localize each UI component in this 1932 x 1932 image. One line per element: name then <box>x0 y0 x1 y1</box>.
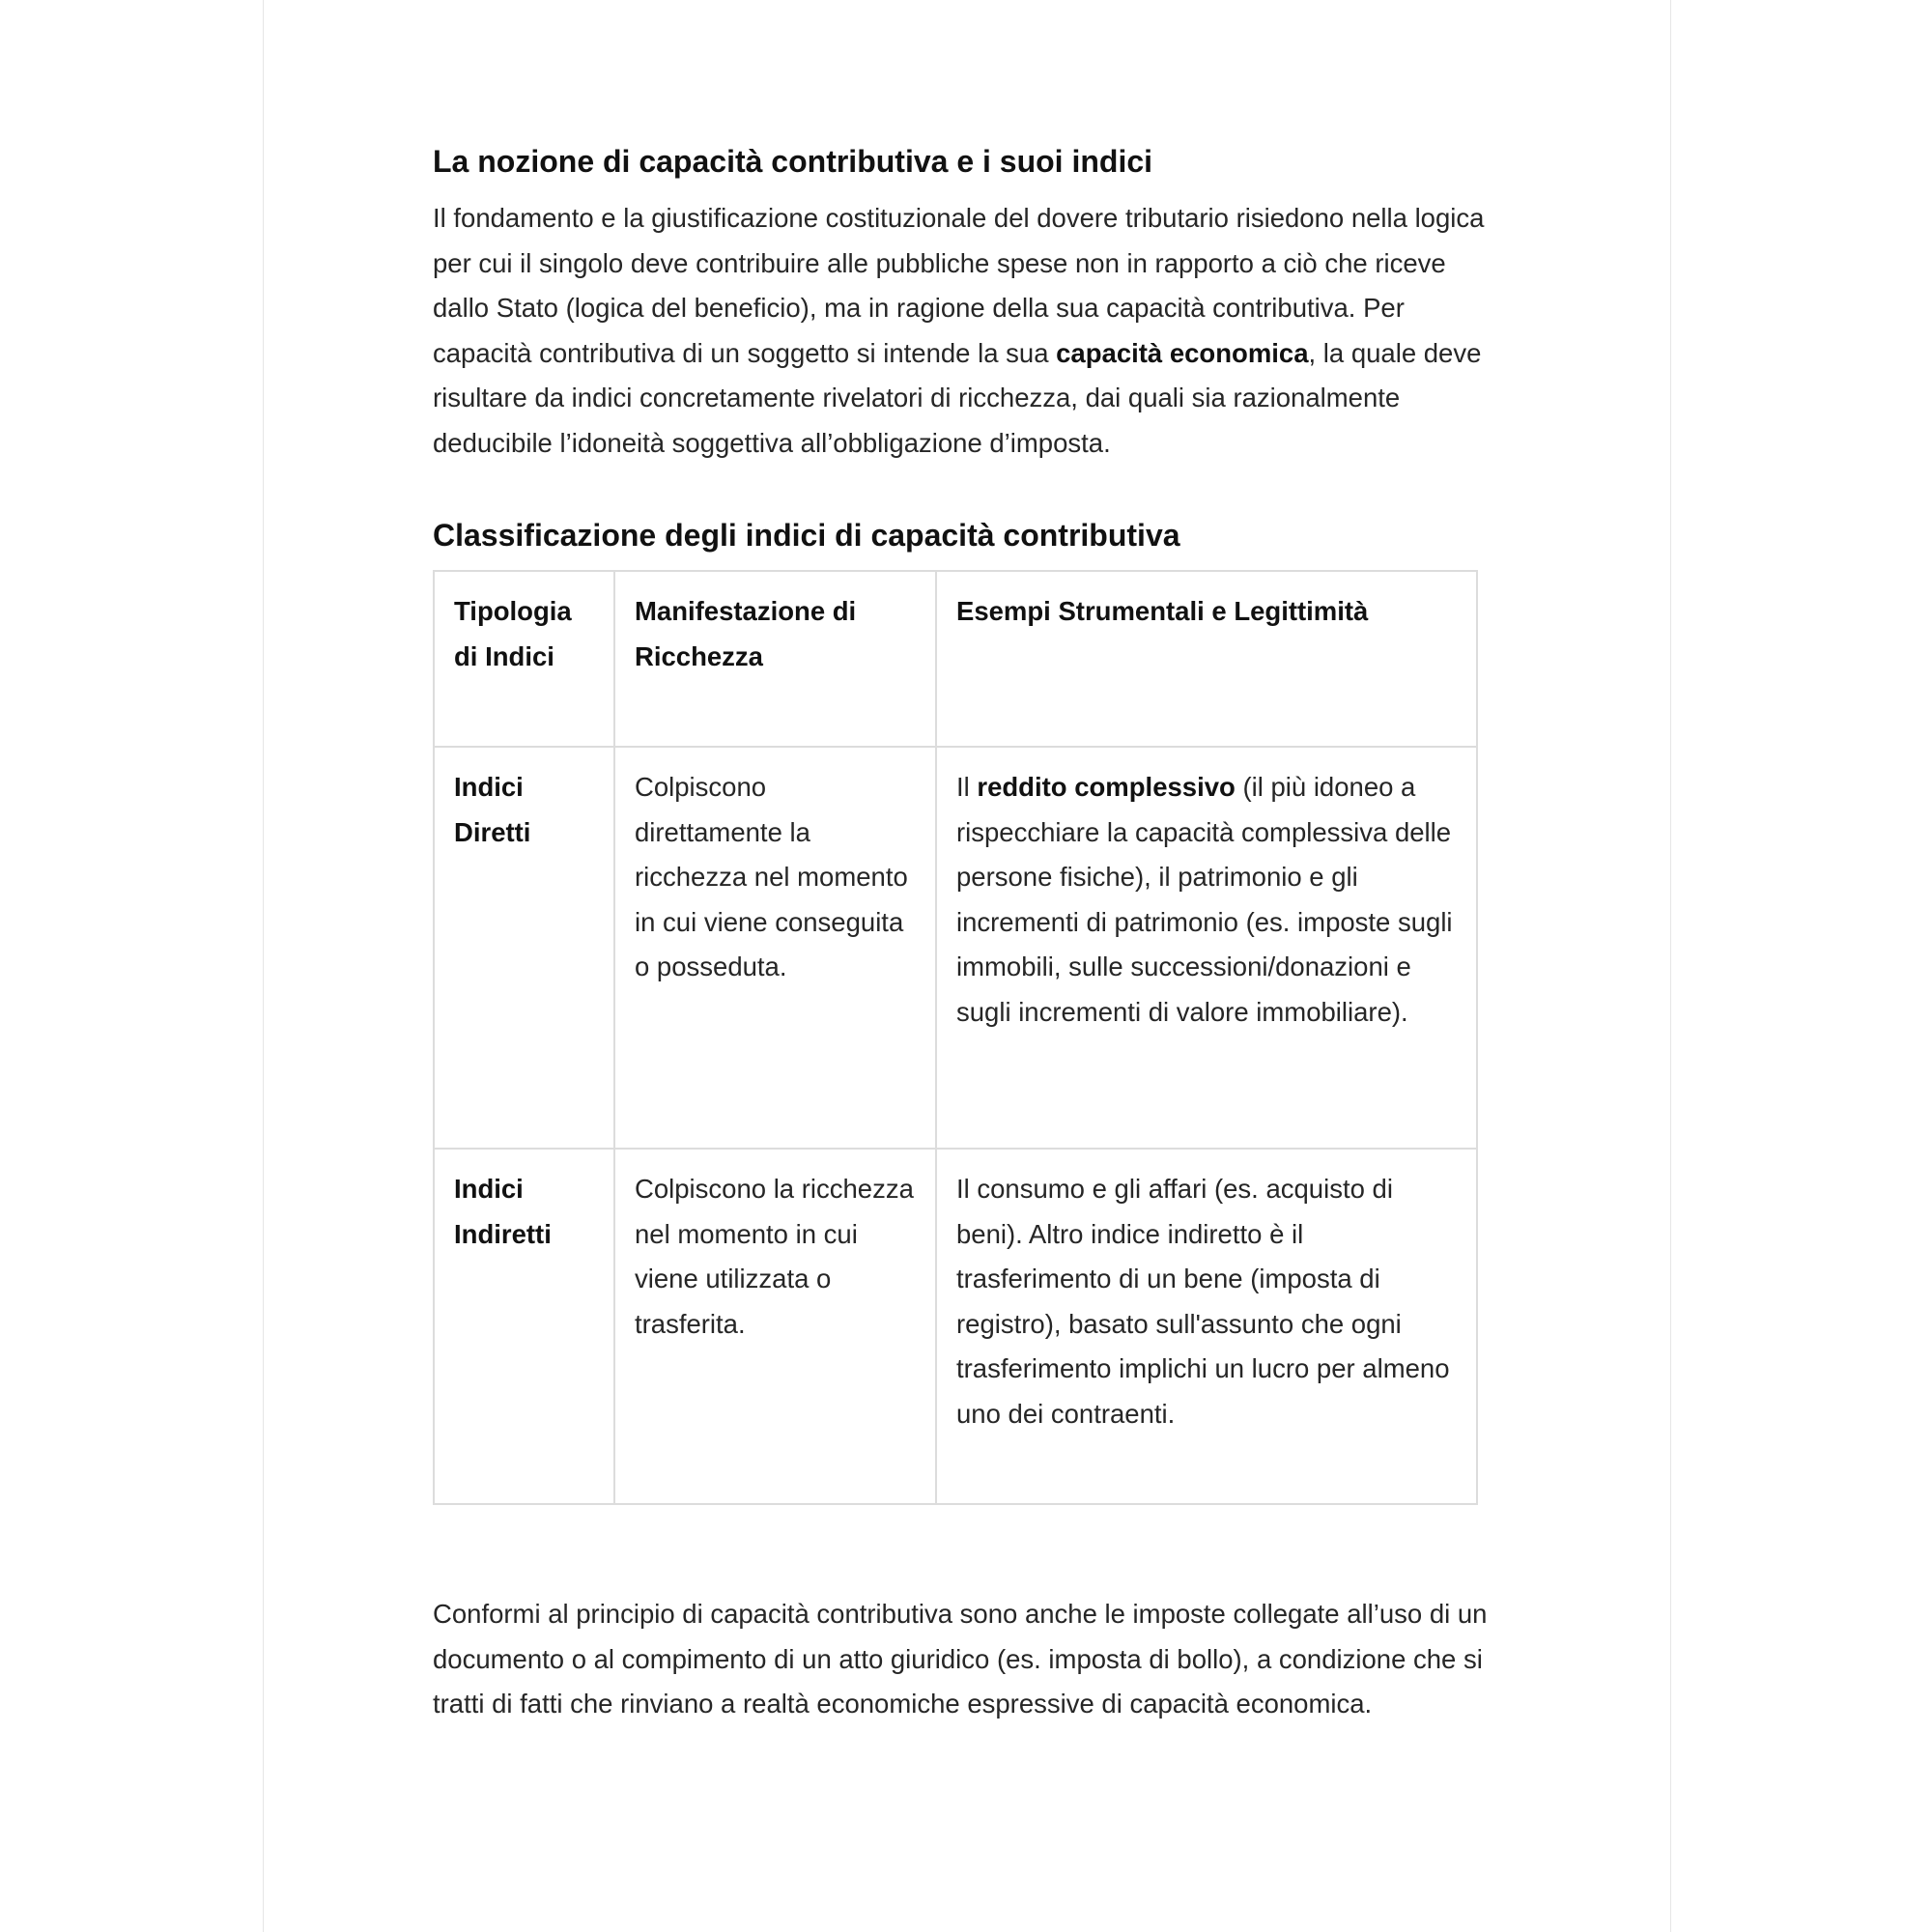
table-header-row <box>434 571 1477 747</box>
header-cell-examples: Esempi Strumentali e Legittimità <box>936 571 1477 747</box>
cell-examples <box>936 747 1477 1149</box>
intro-paragraph <box>433 196 1495 466</box>
table-row <box>434 747 1477 1149</box>
examples-text-start: Il <box>956 772 978 802</box>
document-content <box>433 140 1495 1727</box>
cell-manifestation: Colpiscono direttamente la ricchezza nel momento in cui viene conseguita o posseduta. <box>614 747 936 1149</box>
table-heading: Classificazione degli indici di capacità contributiva <box>433 518 1180 553</box>
intro-text-end: , la quale deve risultare da indici concretamente rivelatori di ricchezza, dai quali sia razionalmente deducibile l’idoneità soggettiva all’obbligazione d’imposta. <box>433 337 1482 458</box>
cell-examples <box>936 1149 1477 1504</box>
examples-text-end: (il più idoneo a rispecchiare la capacità complessiva delle persone fisiche), il patrimonio e gli incrementi di patrimonio (es. imposte sugli immobili, sulle successioni/donazioni e sugli incrementi di valore immobiliare). <box>956 772 1453 1027</box>
cell-manifestation: Colpiscono la ricchezza nel momento in cui viene utilizzata o trasferita. <box>614 1149 936 1504</box>
closing-paragraph: Conformi al principio di capacità contributiva sono anche le imposte collegate all’uso di un documento o al compimento di un atto giuridico (es. imposta di bollo), a condizione che si tratti di fatti che rinviano a realtà economiche espressive di capacità economica. <box>433 1599 1488 1719</box>
document-page <box>263 0 1671 1932</box>
intro-bold-term: capacità economica <box>1056 337 1309 368</box>
intro-text-start: Il fondamento e la giustificazione costituzionale del dovere tributario risiedono nella logica per cui il singolo deve contribuire alle pubbliche spese non in rapporto a ciò che riceve dallo Stato (logica del beneficio), ma in ragione della sua capacità contributiva. Per capacità contributiva di un soggetto si intende la sua <box>433 203 1485 368</box>
header-cell-type: Tipologia di Indici <box>434 571 614 747</box>
indices-table <box>433 570 1478 1505</box>
examples-text: Il consumo e gli affari (es. acquisto di beni). Altro indice indiretto è il trasferimento di un bene (imposta di registro), basato sull'assunto che ogni trasferimento implichi un lucro per almeno uno dei contraenti. <box>956 1174 1450 1429</box>
header-cell-manifestation: Manifestazione di Ricchezza <box>614 571 936 747</box>
examples-bold-term: reddito complessivo <box>977 772 1236 802</box>
section-heading: La nozione di capacità contributiva e i suoi indici <box>433 144 1153 179</box>
cell-kind: Indici Diretti <box>434 747 614 1149</box>
table-row <box>434 1149 1477 1504</box>
cell-kind: Indici Indiretti <box>434 1149 614 1504</box>
